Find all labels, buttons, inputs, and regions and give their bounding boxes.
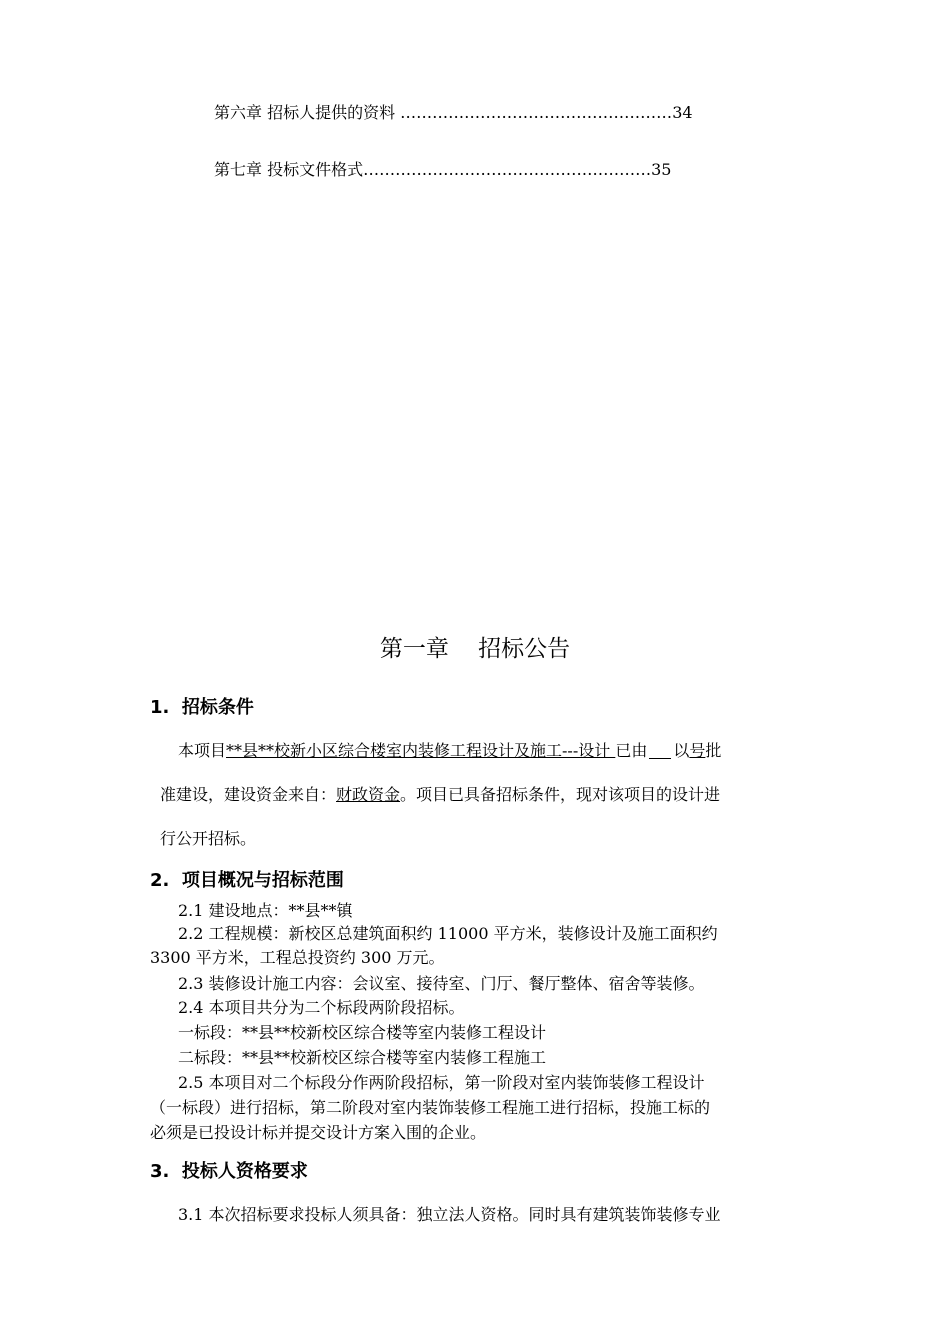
paragraph-line [160, 782, 720, 805]
toc-label: 第六章 招标人提供的资料 …………………………………………… [214, 103, 673, 122]
blank-field [649, 742, 671, 759]
toc-page-number: 35 [651, 160, 672, 179]
text-span: 批 [705, 741, 722, 760]
toc-label: 第七章 投标文件格式……………………………………………… [214, 160, 652, 179]
text-span: 。项目已具备招标条件，现对该项目的设计进 [400, 785, 721, 804]
paragraph-line: 一标段：**县**校新校区综合楼等室内装修工程设计 [178, 1023, 547, 1042]
text-span: 已由 [615, 741, 648, 760]
section-heading-2: 2. 项目概况与招标范围 [150, 870, 344, 891]
paragraph-line: 2.5 本项目对二个标段分作两阶段招标，第一阶段对室内装饰装修工程设计 [178, 1073, 705, 1092]
project-name: **县**校新小区综合楼室内装修工程设计及施工---设计 [226, 741, 616, 760]
chapter-title: 第一章 招标公告 [379, 636, 571, 662]
paragraph-line: 行公开招标。 [160, 829, 257, 848]
paragraph-line: 二标段：**县**校新校区综合楼等室内装修工程施工 [178, 1048, 547, 1067]
paragraph-line: 必须是已投设计标并提交设计方案入围的企业。 [150, 1123, 487, 1142]
paragraph-line: 2.1 建设地点：**县**镇 [178, 901, 353, 920]
toc-page-number: 34 [672, 103, 693, 122]
toc-entry-chapter-7[interactable] [214, 157, 671, 180]
section-heading-1: 1. 招标条件 [150, 697, 254, 718]
fund-source: 财政资金 [336, 785, 401, 804]
paragraph-line: 3.1 本次招标要求投标人须具备：独立法人资格。同时具有建筑装饰装修专业 [178, 1205, 721, 1224]
paragraph-line: （一标段）进行招标，第二阶段对室内装饰装修工程施工进行招标，投施工标的 [150, 1098, 711, 1117]
paragraph-line: 2.4 本项目共分为二个标段两阶段招标。 [178, 998, 465, 1017]
paragraph-line [178, 738, 721, 761]
text-span: 本项目 [178, 741, 227, 760]
section-heading-3: 3. 投标人资格要求 [150, 1161, 308, 1182]
toc-entry-chapter-6[interactable] [214, 100, 693, 123]
paragraph-line: 3300 平方米，工程总投资约 300 万元。 [150, 948, 445, 967]
approval-number: 号 [689, 741, 706, 760]
paragraph-line: 2.3 装修设计施工内容：会议室、接待室、门厅、餐厅整体、宿舍等装修。 [178, 974, 705, 993]
paragraph-line: 2.2 工程规模：新校区总建筑面积约 11000 平方米，装修设计及施工面积约 [178, 924, 718, 943]
text-span: 以 [673, 741, 690, 760]
text-span: 准建设，建设资金来自： [160, 785, 337, 804]
